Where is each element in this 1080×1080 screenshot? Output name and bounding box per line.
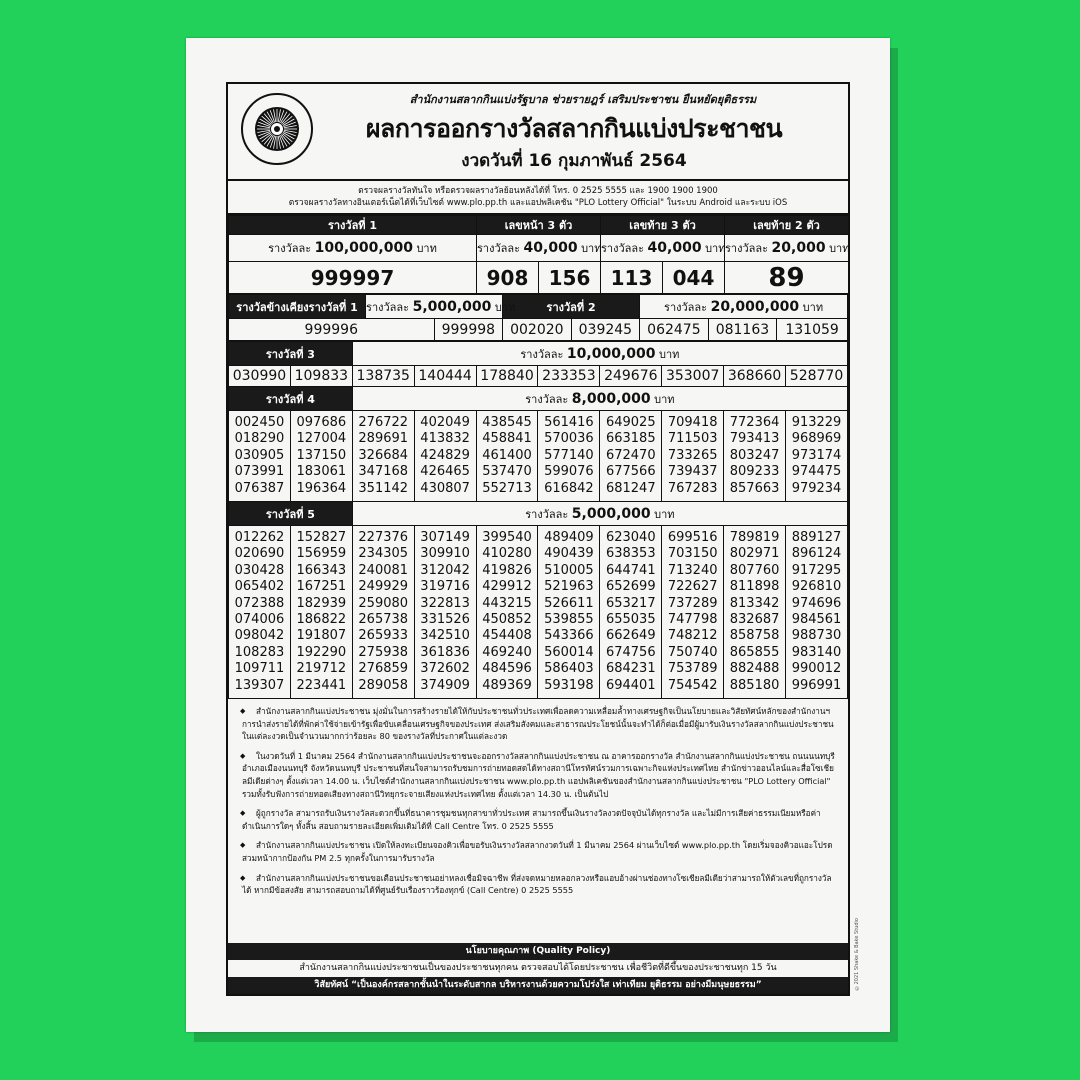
note-item: ◆ สำนักงานสลากกินแบ่งประชาชน มุ่งมั่นในการสร้างรายได้ให้กับประชาชนทั่วประเทศเพื่อลดความเหลื่อมล้ำทางเศรษฐกิจเป็นนโยบายและวิสัยทัศน์หลักของสำนักงานฯ การนำส่งรายได้ที่พักค่าใช้จ่ายเข้ารัฐเพื่อขับเคลื่อนเศรษฐกิจของประเทศ ส่งเสริมสังคมและสาธารณประโยชน์นั้นจะทำได้ก็ต่อเมื่อมีผู้มารับเงินรางวัลสลากกินแบ่งประชาชนในแต่ละงวดเป็นจำนวนมากกว่าร้อยละ 80 ของรางวัลที่ประกาศในแต่ละงวด bbox=[242, 705, 838, 743]
last3-number: 044 bbox=[663, 262, 725, 294]
fifth-prize-number: 443215 bbox=[482, 595, 532, 611]
fifth-prize-number: 312042 bbox=[420, 562, 470, 578]
fifth-prize-column bbox=[290, 526, 352, 699]
fifth-prize-number: 865855 bbox=[729, 644, 780, 660]
fifth-prize-number: 889127 bbox=[791, 530, 842, 546]
header-subtitle: สำนักงานสลากกินแบ่งรัฐบาล ช่วยรายฎร์ เสริมประชาชน ยืนหยัดยุติธรรม bbox=[409, 93, 757, 106]
fifth-prize-number: 896124 bbox=[791, 546, 842, 562]
fifth-prize-number: 265738 bbox=[358, 612, 409, 628]
fifth-prize-number: 832687 bbox=[729, 612, 780, 628]
fifth-prize-number: 521963 bbox=[544, 579, 594, 595]
fifth-prize-number: 410280 bbox=[482, 546, 532, 562]
fourth-prize-number: 913229 bbox=[791, 415, 842, 430]
fourth-prize-number: 672470 bbox=[605, 447, 656, 463]
fifth-prize-number: 265933 bbox=[358, 628, 409, 644]
fourth-prize-number: 018290 bbox=[234, 431, 285, 447]
fifth-prize-number: 098042 bbox=[234, 628, 285, 644]
page-title: ผลการออกรางวัลสลากกินแบ่งประชาชน bbox=[365, 114, 783, 143]
fifth-prize-number: 167251 bbox=[296, 579, 347, 595]
fourth-prize-number: 276722 bbox=[358, 415, 409, 430]
note-item: ◆ ผู้ถูกรางวัล สามารถรับเงินรางวัลสะดวกขึ้นที่ธนาคารชุมชนทุกสาขาทั่วประเทศ สามารถขึ้นเงินรางวัลงวดปัจจุบันได้ทุกรางวัล และไม่มีการเสียค่าธรรมเนียมหรือค่าดำเนินการใดๆ ทั้งสิ้น สอบถามรายละเอียดเพิ่มเติมได้ที่ Call Centre โทร. 0 2525 5555 bbox=[242, 807, 838, 832]
fourth-prize-number: 681247 bbox=[605, 480, 656, 496]
fifth-prize-number: 990012 bbox=[791, 661, 842, 677]
quality-policy-title: นโยบายคุณภาพ (Quality Policy) bbox=[228, 943, 848, 960]
fifth-prize-column bbox=[662, 526, 724, 699]
fourth-prize-number: 809233 bbox=[729, 464, 780, 480]
fifth-prize-number: 754542 bbox=[667, 677, 718, 693]
fourth-prize-number: 857663 bbox=[729, 480, 780, 496]
fourth-prize-number: 577140 bbox=[544, 447, 594, 463]
footer bbox=[228, 943, 848, 994]
fourth-prize-number: 183061 bbox=[296, 464, 347, 480]
fifth-prize-number: 722627 bbox=[667, 579, 718, 595]
third-prize-number: 249676 bbox=[600, 366, 662, 387]
fifth-prize-column bbox=[229, 526, 291, 699]
fifth-prize-number: 374909 bbox=[420, 677, 470, 693]
fourth-prize-column bbox=[352, 411, 414, 502]
fourth-prize-number: 137150 bbox=[296, 447, 347, 463]
last2-number: 89 bbox=[725, 262, 849, 294]
fifth-prize-number: 192290 bbox=[296, 644, 347, 660]
fifth-prize-number: 560014 bbox=[544, 644, 594, 660]
fourth-prize-number: 767283 bbox=[667, 480, 718, 496]
fifth-prize-number: 694401 bbox=[605, 677, 656, 693]
fifth-prize-number: 807760 bbox=[729, 562, 780, 578]
fifth-prize-number: 926810 bbox=[791, 579, 842, 595]
fourth-prize-column bbox=[724, 411, 786, 502]
fourth-prize-number: 711503 bbox=[667, 431, 718, 447]
fifth-prize-column bbox=[414, 526, 476, 699]
fifth-prize-number: 276859 bbox=[358, 661, 409, 677]
fifth-prize-number: 342510 bbox=[420, 628, 470, 644]
second-prize-number: 062475 bbox=[640, 319, 709, 341]
info-line-1: ตรวจผลรางวัลทันใจ หรือตรวจผลรางวัลย้อนหลังได้ที่ โทร. 0 2525 5555 และ 1900 1900 1900 bbox=[358, 186, 718, 196]
fourth-prize-number: 552713 bbox=[482, 480, 532, 496]
first-prize-amount: รางวัลละ 100,000,000 บาท bbox=[229, 235, 477, 262]
front3-header: เลขหน้า 3 ตัว bbox=[477, 216, 601, 235]
fifth-prize-column bbox=[786, 526, 848, 699]
fifth-prize-number: 399540 bbox=[482, 530, 532, 546]
fifth-prize-number: 372602 bbox=[420, 661, 470, 677]
fourth-prize-number: 413832 bbox=[420, 431, 470, 447]
third-prize-number: 233353 bbox=[538, 366, 600, 387]
fifth-prize-number: 139307 bbox=[234, 677, 285, 693]
third-prize-number: 109833 bbox=[290, 366, 352, 387]
fifth-prize-number: 275938 bbox=[358, 644, 409, 660]
fifth-prize-number: 490439 bbox=[544, 546, 594, 562]
fourth-prize-column bbox=[662, 411, 724, 502]
fourth-prize-label: รางวัลที่ 4 bbox=[229, 387, 353, 411]
results-sheet bbox=[226, 82, 850, 996]
fifth-prize-number: 737289 bbox=[667, 595, 718, 611]
fifth-prize-number: 644741 bbox=[605, 562, 656, 578]
fourth-prize-number: 073991 bbox=[234, 464, 285, 480]
fourth-prize-number: 793413 bbox=[729, 431, 780, 447]
fourth-prize-number: 461400 bbox=[482, 447, 532, 463]
third-prize-number: 368660 bbox=[724, 366, 786, 387]
third-prize-amount: รางวัลละ 10,000,000 บาท bbox=[352, 342, 847, 366]
fifth-prize-number: 917295 bbox=[791, 562, 842, 578]
fifth-prize-number: 223441 bbox=[296, 677, 347, 693]
fifth-prize-number: 703150 bbox=[667, 546, 718, 562]
fourth-prize-column bbox=[414, 411, 476, 502]
fifth-prize-number: 655035 bbox=[605, 612, 656, 628]
first-prize-header: รางวัลที่ 1 bbox=[229, 216, 477, 235]
fifth-prize-number: 454408 bbox=[482, 628, 532, 644]
fourth-prize-number: 326684 bbox=[358, 447, 409, 463]
fifth-prize-number: 586403 bbox=[544, 661, 594, 677]
near-first-number: 999998 bbox=[434, 319, 503, 341]
note-item: ◆ ในงวดวันที่ 1 มีนาคม 2564 สำนักงานสลากกินแบ่งประชาชนจะออกรางวัลสลากกินแบ่งประชาชน ณ อาคารออกรางวัล สำนักงานสลากกินแบ่งประชาชน ถนนนนทบุรี อำเภอเมืองนนทบุรี จังหวัดนนทบุรี ประชาชนที่สนใจสามารถรับชมการถ่ายทอดสดได้ทางสถานีโทรทัศน์รวมการเฉพาะกิจแห่งประเทศไทย สำนักข่าวออนไลน์และสื่อโซเชียลมีเดียต่างๆ ตั้งแต่เวลา 14.00 น. เว็บไซต์สำนักงานสลากกินแบ่งประชาชน www.plo.pp.th แอปพลิเคชันของสำนักงานสลากกินแบ่งประชาชน "PLO Lottery Official" รวมทั้งรับฟังการถ่ายทอดเสียงทางสถานีวิทยุกระจายเสียงแห่งประเทศไทย ตั้งแต่เวลา 14.30 น. เป็นต้นไป bbox=[242, 750, 838, 800]
fifth-prize-number: 713240 bbox=[667, 562, 718, 578]
last2-amount: รางวัลละ 20,000 บาท bbox=[725, 235, 849, 262]
fifth-prize-number: 983140 bbox=[791, 644, 842, 660]
fifth-prize-number: 489409 bbox=[544, 530, 594, 546]
front3-number: 908 bbox=[477, 262, 539, 294]
fifth-prize-number: 065402 bbox=[234, 579, 285, 595]
fifth-prize-number: 361836 bbox=[420, 644, 470, 660]
fifth-prize-number: 182939 bbox=[296, 595, 347, 611]
fourth-prize-number: 002450 bbox=[234, 415, 285, 430]
fifth-prize-number: 662649 bbox=[605, 628, 656, 644]
third-prize-label: รางวัลที่ 3 bbox=[229, 342, 353, 366]
fifth-prize-number: 539855 bbox=[544, 612, 594, 628]
fourth-prize-column bbox=[229, 411, 291, 502]
fifth-prize-number: 191807 bbox=[296, 628, 347, 644]
fifth-prize-number: 249929 bbox=[358, 579, 409, 595]
fifth-prize-numbers bbox=[229, 526, 848, 699]
fourth-prize-column bbox=[476, 411, 538, 502]
fifth-prize-number: 699516 bbox=[667, 530, 718, 546]
fifth-prize-number: 748212 bbox=[667, 628, 718, 644]
fifth-prize-number: 996991 bbox=[791, 677, 842, 693]
fifth-prize-number: 469240 bbox=[482, 644, 532, 660]
fifth-prize-number: 030428 bbox=[234, 562, 285, 578]
first-prize-number: 999997 bbox=[229, 262, 477, 294]
vision-statement: วิสัยทัศน์ “เป็นองค์กรสลากชั้นนำในระดับสากล บริหารงานด้วยความโปร่งใส เท่าเทียม ยุติธรรม อย่างมีมนุษยธรรม” bbox=[228, 977, 848, 994]
draw-date: งวดวันที่ 16 กุมภาพันธ์ 2564 bbox=[461, 151, 687, 171]
third-prize-number: 030990 bbox=[229, 366, 291, 387]
fourth-prize-number: 127004 bbox=[296, 431, 347, 447]
fifth-prize-number: 653217 bbox=[605, 595, 656, 611]
fifth-prize-number: 652699 bbox=[605, 579, 656, 595]
fifth-prize-number: 319716 bbox=[420, 579, 470, 595]
fourth-prize-column bbox=[538, 411, 600, 502]
note-item: ◆ สำนักงานสลากกินแบ่งประชาชน เปิดให้ลงทะเบียนจองคิวเพื่อขอรับเงินรางวัลสลากงวดวันที่ 1 มีนาคม 2564 ผ่านเว็บไซต์ www.plo.pp.th โดยเริ่มจองคิวอแอะโปรดสวมหน้ากากป้องกัน PM 2.5 ทุกครั้งในการมารับรางวัล bbox=[242, 839, 838, 864]
fifth-prize-number: 219712 bbox=[296, 661, 347, 677]
fourth-prize-number: 709418 bbox=[667, 415, 718, 430]
info-box bbox=[228, 181, 848, 215]
fourth-prize-number: 351142 bbox=[358, 480, 409, 496]
fifth-prize-number: 307149 bbox=[420, 530, 470, 546]
third-prize-number: 140444 bbox=[414, 366, 476, 387]
fourth-prize-column bbox=[290, 411, 352, 502]
fifth-prize-column bbox=[538, 526, 600, 699]
third-prize-number: 528770 bbox=[786, 366, 848, 387]
fourth-prize-number: 424829 bbox=[420, 447, 470, 463]
fifth-prize-number: 984561 bbox=[791, 612, 842, 628]
front3-amount: รางวัลละ 40,000 บาท bbox=[477, 235, 601, 262]
near-first-amount: รางวัลละ 5,000,000 บาท bbox=[366, 295, 503, 319]
top-prizes-table bbox=[228, 215, 849, 294]
fourth-prize-number: 570036 bbox=[544, 431, 594, 447]
fifth-prize-number: 484596 bbox=[482, 661, 532, 677]
fifth-prize-number: 858758 bbox=[729, 628, 780, 644]
fifth-prize-number: 289058 bbox=[358, 677, 409, 693]
fifth-prize-number: 072388 bbox=[234, 595, 285, 611]
fifth-prize-number: 227376 bbox=[358, 530, 409, 546]
second-prize-number: 081163 bbox=[708, 319, 777, 341]
fifth-prize-number: 429912 bbox=[482, 579, 532, 595]
fourth-prize-amount: รางวัลละ 8,000,000 บาท bbox=[352, 387, 847, 411]
studio-credit: ©2021 Shake & Bake Studio bbox=[854, 918, 860, 991]
fourth-prize-column bbox=[600, 411, 662, 502]
fifth-prize-number: 108283 bbox=[234, 644, 285, 660]
third-prize-number: 178840 bbox=[476, 366, 538, 387]
fourth-prize-number: 599076 bbox=[544, 464, 594, 480]
info-line-2: ตรวจผลรางวัลทางอินเตอร์เน็ตได้ที่เว็บไซต์ www.plo.pp.th และแอปพลิเคชัน "PLO Lottery Official" ในระบบ Android และระบบ iOS bbox=[288, 198, 788, 208]
fourth-prize-number: 402049 bbox=[420, 415, 470, 430]
emblem-logo bbox=[240, 92, 314, 166]
fourth-prize-number: 974475 bbox=[791, 464, 842, 480]
fourth-prize-number: 537470 bbox=[482, 464, 532, 480]
fifth-prize-number: 811898 bbox=[729, 579, 780, 595]
fifth-prize-number: 802971 bbox=[729, 546, 780, 562]
fifth-prize-number: 186822 bbox=[296, 612, 347, 628]
fifth-prize-column bbox=[352, 526, 414, 699]
fifth-prize-number: 166343 bbox=[296, 562, 347, 578]
quality-policy-text: สำนักงานสลากกินแบ่งประชาชนเป็นของประชาชนทุกคน ตรวจสอบได้โดยประชาชน เพื่อชีวิตที่ดีขึ้นของประชาชนทุก 15 วัน bbox=[299, 963, 777, 973]
fifth-prize-number: 623040 bbox=[605, 530, 656, 546]
third-prize-number: 138735 bbox=[352, 366, 414, 387]
fifth-prize-amount: รางวัลละ 5,000,000 บาท bbox=[352, 502, 847, 526]
fifth-prize-number: 489369 bbox=[482, 677, 532, 693]
fifth-prize-number: 974696 bbox=[791, 595, 842, 611]
fourth-prize-number: 347168 bbox=[358, 464, 409, 480]
fourth-prize-number: 561416 bbox=[544, 415, 594, 430]
fourth-prize-number: 733265 bbox=[667, 447, 718, 463]
fourth-prize-number: 663185 bbox=[605, 431, 656, 447]
second-prize-number: 039245 bbox=[571, 319, 640, 341]
near-second-table bbox=[228, 294, 848, 341]
fifth-prize-number: 156959 bbox=[296, 546, 347, 562]
fifth-prize-number: 674756 bbox=[605, 644, 656, 660]
fourth-prize-number: 616842 bbox=[544, 480, 594, 496]
fourth-prize-number: 458841 bbox=[482, 431, 532, 447]
lottery-poster bbox=[186, 38, 890, 1032]
fifth-prize-number: 240081 bbox=[358, 562, 409, 578]
fifth-prize-number: 988730 bbox=[791, 628, 842, 644]
fifth-prize-number: 074006 bbox=[234, 612, 285, 628]
fourth-prize-number: 097686 bbox=[296, 415, 347, 430]
fifth-prize-number: 419826 bbox=[482, 562, 532, 578]
near-first-number: 999996 bbox=[229, 319, 435, 341]
fifth-prize-label: รางวัลที่ 5 bbox=[229, 502, 353, 526]
fourth-prize-column bbox=[786, 411, 848, 502]
second-prize-number: 131059 bbox=[777, 319, 848, 341]
second-prize-amount: รางวัลละ 20,000,000 บาท bbox=[640, 295, 848, 319]
fifth-prize-number: 020690 bbox=[234, 546, 285, 562]
fifth-prize-number: 684231 bbox=[605, 661, 656, 677]
fourth-prize-number: 979234 bbox=[791, 480, 842, 496]
fifth-prize-number: 012262 bbox=[234, 530, 285, 546]
fourth-prize-number: 677566 bbox=[605, 464, 656, 480]
fourth-prize-number: 803247 bbox=[729, 447, 780, 463]
fifth-prize-number: 885180 bbox=[729, 677, 780, 693]
third-prize-number: 353007 bbox=[662, 366, 724, 387]
fifth-prize-number: 450852 bbox=[482, 612, 532, 628]
third-prize-table bbox=[228, 341, 848, 699]
fifth-prize-number: 109711 bbox=[234, 661, 285, 677]
fifth-prize-number: 526611 bbox=[544, 595, 594, 611]
fifth-prize-number: 789819 bbox=[729, 530, 780, 546]
front3-number: 156 bbox=[539, 262, 601, 294]
fifth-prize-number: 309910 bbox=[420, 546, 470, 562]
fourth-prize-number: 973174 bbox=[791, 447, 842, 463]
fifth-prize-number: 543366 bbox=[544, 628, 594, 644]
fourth-prize-number: 030905 bbox=[234, 447, 285, 463]
fourth-prize-number: 076387 bbox=[234, 480, 285, 496]
fifth-prize-number: 638353 bbox=[605, 546, 656, 562]
fourth-prize-number: 289691 bbox=[358, 431, 409, 447]
fourth-prize-number: 196364 bbox=[296, 480, 347, 496]
fifth-prize-column bbox=[476, 526, 538, 699]
notes bbox=[228, 699, 848, 897]
second-prize-label: รางวัลที่ 2 bbox=[503, 295, 640, 319]
fifth-prize-column bbox=[724, 526, 786, 699]
last3-number: 113 bbox=[601, 262, 663, 294]
fifth-prize-number: 331526 bbox=[420, 612, 470, 628]
fourth-prize-numbers bbox=[229, 411, 848, 502]
fifth-prize-number: 593198 bbox=[544, 677, 594, 693]
near-first-label: รางวัลข้างเคียงรางวัลที่ 1 bbox=[229, 295, 366, 319]
fourth-prize-number: 430807 bbox=[420, 480, 470, 496]
fifth-prize-number: 152827 bbox=[296, 530, 347, 546]
fifth-prize-number: 882488 bbox=[729, 661, 780, 677]
fourth-prize-number: 739437 bbox=[667, 464, 718, 480]
fifth-prize-column bbox=[600, 526, 662, 699]
last3-header: เลขท้าย 3 ตัว bbox=[601, 216, 725, 235]
fifth-prize-number: 322813 bbox=[420, 595, 470, 611]
header bbox=[228, 84, 848, 181]
fifth-prize-number: 813342 bbox=[729, 595, 780, 611]
second-prize-number: 002020 bbox=[503, 319, 572, 341]
fourth-prize-number: 649025 bbox=[605, 415, 656, 430]
fifth-prize-number: 234305 bbox=[358, 546, 409, 562]
fourth-prize-number: 426465 bbox=[420, 464, 470, 480]
fifth-prize-number: 747798 bbox=[667, 612, 718, 628]
fifth-prize-number: 510005 bbox=[544, 562, 594, 578]
fifth-prize-number: 259080 bbox=[358, 595, 409, 611]
fourth-prize-number: 772364 bbox=[729, 415, 780, 430]
note-item: ◆ สำนักงานสลากกินแบ่งประชาชนขอเตือนประชาชนอย่าหลงเชื่อมิจฉาชีพ ที่ส่งจดหมายหลอกลวงหรือแอบอ้างผ่านช่องทางโซเชียลมีเดียว่าสามารถให้ตัวเลขที่ถูกรางวัลได้ หากมีข้อสงสัย สามารถสอบถามได้ที่ศูนย์รับเรื่องราวร้องทุกข์ (Call Centre) 0 2525 5555 bbox=[242, 872, 838, 897]
fourth-prize-number: 438545 bbox=[482, 415, 532, 430]
fifth-prize-number: 753789 bbox=[667, 661, 718, 677]
fifth-prize-number: 750740 bbox=[667, 644, 718, 660]
last3-amount: รางวัลละ 40,000 บาท bbox=[601, 235, 725, 262]
last2-header: เลขท้าย 2 ตัว bbox=[725, 216, 849, 235]
fourth-prize-number: 968969 bbox=[791, 431, 842, 447]
